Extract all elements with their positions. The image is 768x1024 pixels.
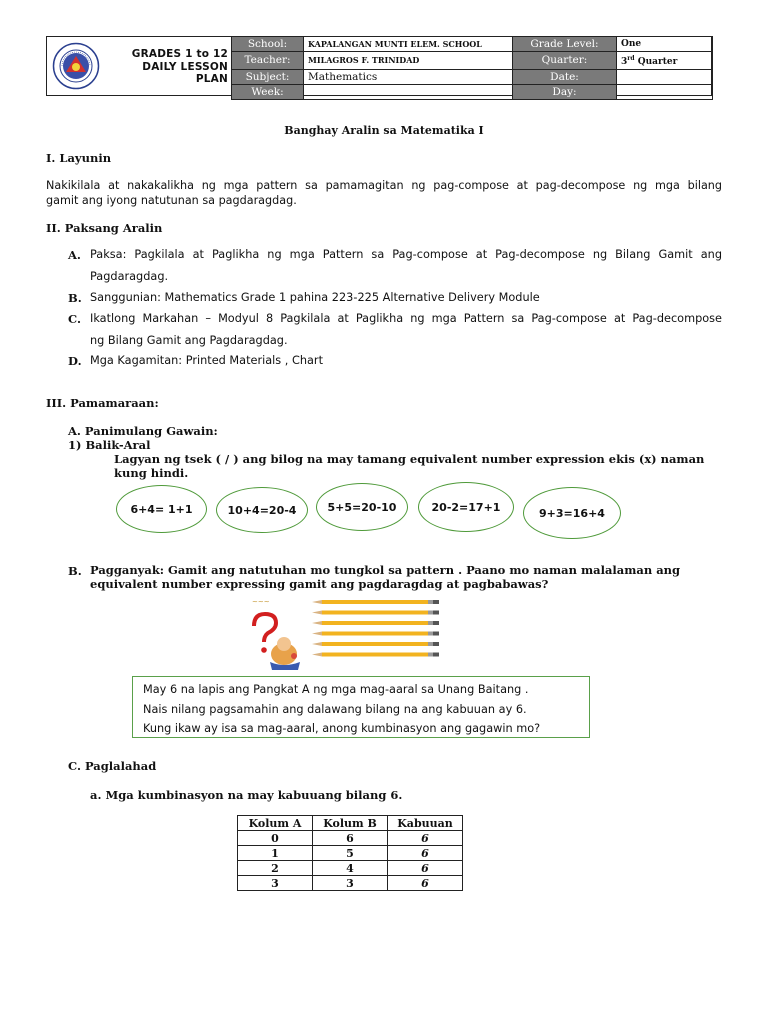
item-a-text: Paksa: Pagkilala at Paglikha ng mga Pattern sa Pag-compose at Pag-decompose ng Bilang Gamit ang Pagdaragdag. <box>90 248 722 283</box>
pencil-icon <box>312 611 439 615</box>
table-cell: 6 <box>388 831 463 846</box>
school-value: KAPALANGAN MUNTI ELEM. SCHOOL <box>304 37 513 52</box>
expression-oval-1[interactable]: 6+4= 1+1 <box>116 485 207 533</box>
table-cell: 3 <box>238 876 313 891</box>
panimulang-gawain-label: A. Panimulang Gawain: <box>68 424 218 438</box>
grade-level-label: Grade Level: <box>513 37 617 52</box>
item-c-text: Ikatlong Markahan – Modyul 8 Pagkilala at Paglikha ng mga Pattern sa Pag-compose at Pag-decompose ng Bilang Gamit ang Pagdaragdag. <box>90 312 722 347</box>
expression-oval-3[interactable]: 5+5=20-10 <box>316 483 408 531</box>
subject-value: Mathematics <box>304 70 513 85</box>
section1-heading: I. Layunin <box>46 151 112 165</box>
combination-table <box>237 815 463 891</box>
quarter-value: 3rd Quarter <box>617 52 713 70</box>
table-row <box>238 876 463 891</box>
section1-text: Nakikilala at nakakalikha ng mga pattern sa pamamagitan ng pag-compose at pag-decompose ng mga bilang gamit ang iyong natutunan sa pagdaragdag. <box>46 179 722 207</box>
pagganyak-letter: B. <box>68 564 82 578</box>
table-cell: 6 <box>388 846 463 861</box>
table-header-row <box>238 816 463 831</box>
date-value <box>617 70 713 85</box>
subject-label: Subject: <box>232 70 304 85</box>
header-row-school <box>232 37 713 52</box>
table-cell: 5 <box>313 846 388 861</box>
paglalahad-label: C. Paglalahad <box>68 759 157 773</box>
table-cell: 2 <box>238 861 313 876</box>
item-d-text: Mga Kagamitan: Printed Materials , Chart <box>90 354 324 367</box>
document-title: Banghay Aralin sa Matematika I <box>284 124 484 137</box>
pencil-icon <box>312 642 439 646</box>
expression-oval-4[interactable]: 20-2=17+1 <box>418 482 514 532</box>
table-row <box>238 831 463 846</box>
balik-aral-instruction: Lagyan ng tsek ( / ) ang bilog na may tamang equivalent number expression ekis (x) naman kung hindi. <box>114 452 705 480</box>
pencil-icon <box>312 600 439 604</box>
table-cell: 6 <box>313 831 388 846</box>
section2-heading: II. Paksang Aralin <box>46 221 163 235</box>
table-cell: 6 <box>388 861 463 876</box>
plan-title: GRADES 1 to 12 DAILY LESSON PLAN <box>131 48 228 85</box>
table-cell: 0 <box>238 831 313 846</box>
pencil-icon <box>312 632 439 636</box>
item-c-letter: C. <box>68 312 81 326</box>
day-value <box>617 85 713 100</box>
item-b-text: Sanggunian: Mathematics Grade 1 pahina 223-225 Alternative Delivery Module <box>90 291 540 304</box>
expression-oval-5[interactable]: 9+3=16+4 <box>523 487 621 539</box>
table-cell: 6 <box>388 876 463 891</box>
quarter-label: Quarter: <box>513 52 617 70</box>
header-row-week <box>232 85 713 100</box>
column-header: Kolum B <box>313 816 388 831</box>
header-row-teacher <box>232 52 713 70</box>
header-info-table <box>231 36 713 100</box>
week-value <box>304 85 513 100</box>
date-label: Date: <box>513 70 617 85</box>
svg-text:~~~: ~~~ <box>252 598 270 606</box>
school-label: School: <box>232 37 304 52</box>
column-header: Kabuuan <box>388 816 463 831</box>
expression-oval-2[interactable]: 10+4=20-4 <box>216 487 308 533</box>
header-row-subject <box>232 70 713 85</box>
word-problem-box: May 6 na lapis ang Pangkat A ng mga mag-aaral sa Unang Baitang . Nais nilang pagsamahin ang dalawang bilang na ang kabuuan ay 6. Kung ikaw ay isa sa mag-aaral, anong kumbinasyon ang gagawin mo? <box>132 676 590 738</box>
column-header: Kolum A <box>238 816 313 831</box>
teacher-value: MILAGROS F. TRINIDAD <box>304 52 513 70</box>
day-label: Day: <box>513 85 617 100</box>
table-cell: 4 <box>313 861 388 876</box>
section3-heading: III. Pamamaraan: <box>46 396 159 410</box>
deped-seal-icon <box>52 42 100 90</box>
pagganyak-text: Pagganyak: Gamit ang natutuhan mo tungkol sa pattern . Paano mo naman malalaman ang equivalent number expressing gamit ang pagdaragdag at pagbabawas? <box>90 563 681 591</box>
pencil-icon <box>312 653 439 657</box>
thinking-child-illustration <box>248 596 308 672</box>
table-cell: 1 <box>238 846 313 861</box>
kumbinasyon-label: a. Mga kumbinasyon na may kabuuang bilang 6. <box>90 788 403 802</box>
balik-aral-label: 1) Balik-Aral <box>68 438 151 452</box>
item-b-letter: B. <box>68 291 82 305</box>
item-a-letter: A. <box>68 248 81 262</box>
pencil-icon <box>312 621 439 625</box>
table-row <box>238 846 463 861</box>
teacher-label: Teacher: <box>232 52 304 70</box>
week-label: Week: <box>232 85 304 100</box>
grade-level-value: One <box>617 37 713 52</box>
six-pencils-illustration <box>312 597 440 661</box>
item-d-letter: D. <box>68 354 82 368</box>
table-row <box>238 861 463 876</box>
table-cell: 3 <box>313 876 388 891</box>
